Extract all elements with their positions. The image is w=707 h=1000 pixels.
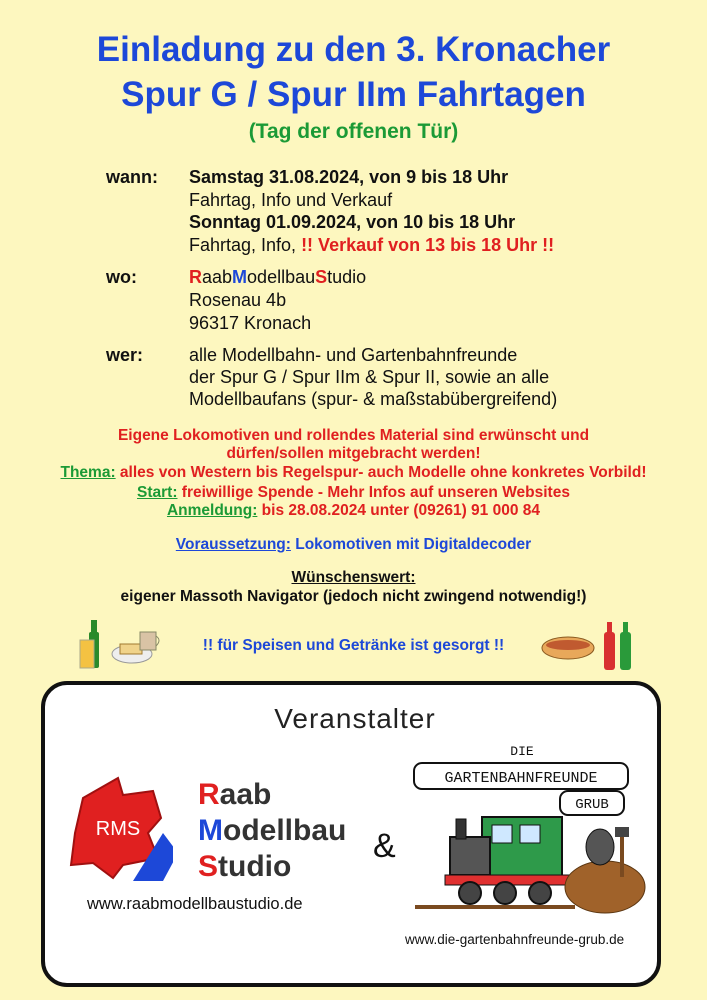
start-text: freiwillige Spende - Mehr Infos auf unseren Websites: [177, 484, 570, 501]
sale-note: !! Verkauf von 13 bis 18 Uhr !!: [301, 235, 555, 255]
venue-tudio: tudio: [327, 267, 367, 287]
date-sunday: Sonntag 01.09.2024, von 10 bis 18 Uhr: [189, 212, 516, 232]
rms-aab: aab: [219, 778, 272, 811]
start-line: [0, 484, 707, 502]
rms-word-modellbau: [198, 814, 346, 848]
date-saturday: Samstag 31.08.2024, von 9 bis 18 Uhr: [189, 167, 509, 187]
voraussetzung-label: Voraussetzung:: [175, 536, 291, 553]
grub-title-die: DIE: [510, 744, 534, 759]
thema-label: Thema:: [60, 464, 116, 481]
organizer-heading: Veranstalter: [274, 703, 436, 734]
rms-website[interactable]: www.raabmodellbaustudio.de: [87, 895, 303, 913]
rms-word-raab: [198, 778, 271, 812]
anmeldung-label: Anmeldung:: [166, 502, 258, 519]
title-line-1: Einladung zu den 3. Kronacher: [96, 30, 611, 69]
venue-odellbau: odellbau: [247, 267, 316, 287]
ampersand: &: [373, 827, 396, 865]
title-line-2: Spur G / Spur IIm Fahrtagen: [121, 75, 586, 114]
own-material-line-1: Eigene Lokomotiven und rollendes Material sind erwünscht und: [117, 427, 590, 444]
wer-line-1: alle Modellbahn- und Gartenbahnfreunde: [189, 345, 518, 365]
thema-line: [0, 464, 707, 482]
anmeldung-line: [0, 502, 707, 520]
voraussetzung-text: Lokomotiven mit Digitaldecoder: [290, 536, 532, 553]
rms-tudio: tudio: [218, 850, 292, 883]
venue-r: R: [189, 267, 202, 287]
voraussetzung-line: [0, 536, 707, 554]
venue-city: 96317 Kronach: [189, 313, 312, 333]
venue-name: [189, 267, 366, 288]
label-wann: wann:: [106, 167, 158, 187]
wunsch-text: eigener Massoth Navigator (jedoch nicht zwingend notwendig!): [120, 588, 587, 605]
organizer-box: [41, 681, 661, 987]
saturday-desc: Fahrtag, Info und Verkauf: [189, 190, 393, 210]
rms-logo-icon: [63, 773, 173, 883]
anmeldung-text: bis 28.08.2024 unter (09261) 91 000 84: [257, 502, 541, 519]
grub-title-grub: GRUB: [575, 797, 609, 813]
gartenbahnfreunde-logo-icon: [410, 737, 650, 927]
grub-title-main: GARTENBAHNFREUNDE: [444, 770, 598, 787]
venue-s: S: [315, 267, 328, 287]
label-wer: wer:: [106, 345, 144, 365]
venue-aab: aab: [202, 267, 233, 287]
thema-text: alles von Western bis Regelspur- auch Modelle ohne konkretes Vorbild!: [115, 464, 647, 481]
rms-odellbau: odellbau: [223, 814, 347, 847]
venue-m: M: [232, 267, 248, 287]
wunsch-label: Wünschenswert:: [291, 569, 416, 586]
wer-line-3: Modellbaufans (spur- & maßstabübergreifend): [189, 389, 558, 409]
label-wo: wo:: [106, 267, 137, 287]
rms-m: M: [198, 814, 223, 847]
wer-line-2: der Spur G / Spur IIm & Spur II, sowie an alle: [189, 367, 550, 387]
grub-website[interactable]: www.die-gartenbahnfreunde-grub.de: [405, 932, 625, 947]
sunday-desc-text: Fahrtag, Info,: [189, 235, 302, 255]
food-note: !! für Speisen und Getränke ist gesorgt !!: [202, 637, 505, 654]
subtitle: (Tag der offenen Tür): [248, 120, 459, 143]
rms-word-studio: [198, 850, 291, 884]
start-label: Start:: [137, 484, 178, 501]
rms-r: R: [198, 778, 220, 811]
venue-street: Rosenau 4b: [189, 290, 287, 310]
rms-s: S: [198, 850, 219, 883]
sausage-drinks-icon: [538, 618, 638, 674]
sunday-desc: [189, 235, 554, 256]
own-material-line-2: dürfen/sollen mitgebracht werden!: [226, 445, 481, 462]
rms-badge-text: RMS: [95, 818, 141, 840]
